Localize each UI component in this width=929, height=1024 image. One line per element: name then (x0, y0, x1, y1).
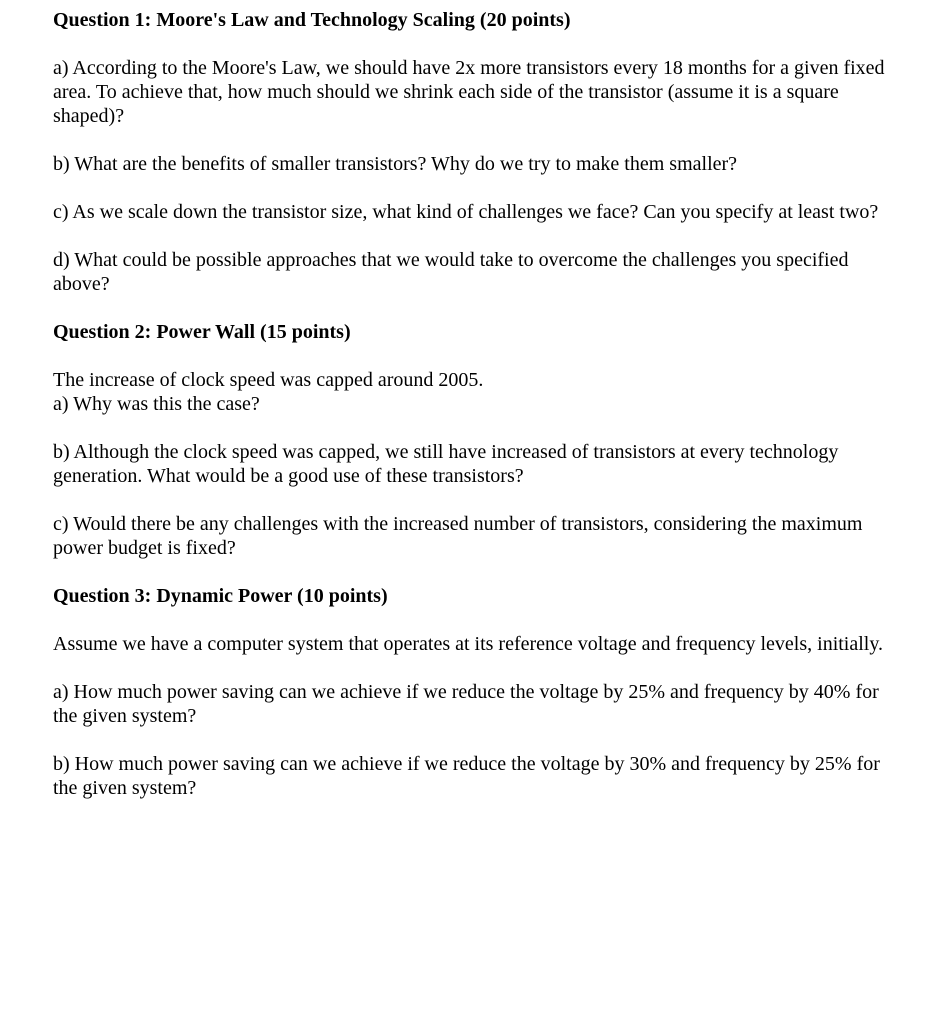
question-3-intro: Assume we have a computer system that operates at its reference voltage and frequency levels, initially. (53, 633, 884, 655)
question-3-heading: Question 3: Dynamic Power (10 points) (53, 585, 388, 607)
question-2b-text: b) Although the clock speed was capped, we still have increased of transistors at every technology generation. What would be a good use of these transistors? (53, 441, 839, 487)
question-1a-text: a) According to the Moore's Law, we should have 2x more transistors every 18 months for a given fixed area. To achieve that, how much should we shrink each side of the transistor (assume it is a square shaped)? (53, 57, 885, 127)
question-1-heading: Question 1: Moore's Law and Technology Scaling (20 points) (53, 9, 571, 31)
question-2c-text: c) Would there be any challenges with the increased number of transistors, considering the maximum power budget is fixed? (53, 513, 863, 559)
question-1d-text: d) What could be possible approaches that we would take to overcome the challenges you specified above? (53, 249, 849, 295)
document-page (53, 8, 903, 800)
question-1c-text: c) As we scale down the transistor size, what kind of challenges we face? Can you specify at least two? (53, 201, 879, 223)
question-3a-text: a) How much power saving can we achieve if we reduce the voltage by 25% and frequency by 40% for the given system? (53, 681, 879, 727)
question-3b-text: b) How much power saving can we achieve if we reduce the voltage by 30% and frequency by 25% for the given system? (53, 753, 880, 799)
question-2-intro: The increase of clock speed was capped around 2005. (53, 369, 484, 391)
question-2a-text: a) Why was this the case? (53, 393, 260, 415)
question-2-heading: Question 2: Power Wall (15 points) (53, 321, 351, 343)
question-1b-text: b) What are the benefits of smaller transistors? Why do we try to make them smaller? (53, 153, 738, 175)
